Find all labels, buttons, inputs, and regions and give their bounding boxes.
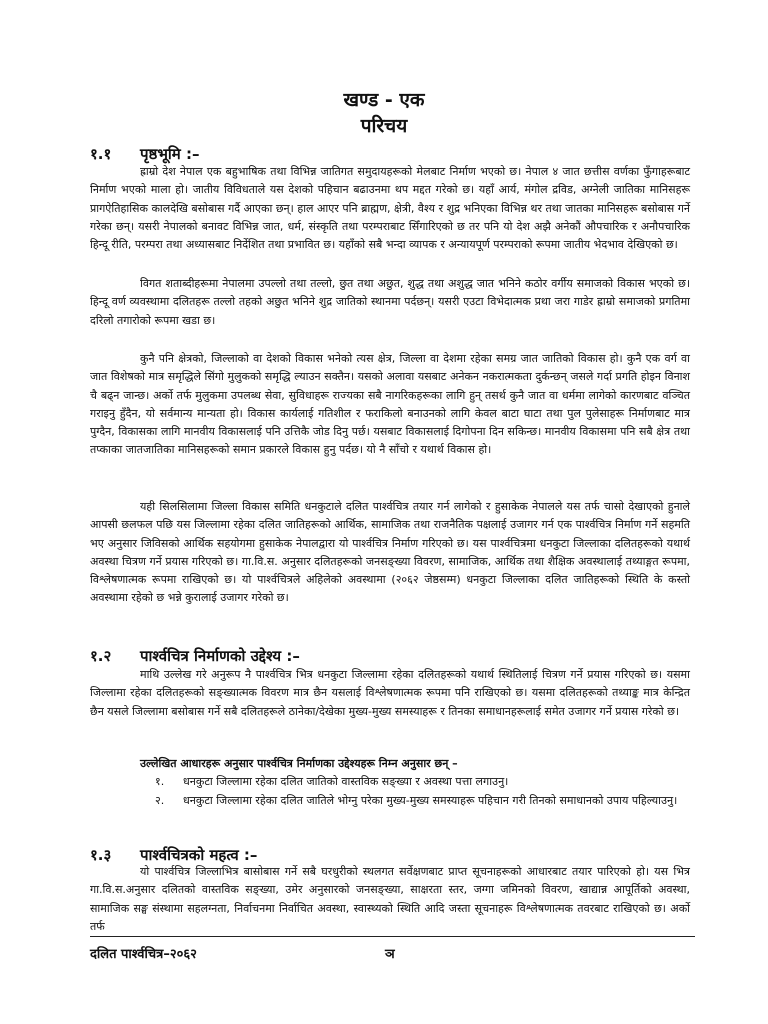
section-number: १.१ bbox=[90, 145, 112, 163]
paragraph-background-1: ह्राम्रो देश नेपाल एक बहुभाषिक तथा विभिन्न जातिगत समुदायहरूको मेलबाट निर्माण भएको छ। नेपाल ४ जात छत्तीस वर्णका फुँगाहरूबाट निर्माण भएको माला हो। जातीय विविधताले यस देशको पहिचान बढाउनमा थप मद्दत गरेको छ। यहाँ आर्य, मंगोल द्रविड, अग्नेली जातिका मानिसहरू प्रागऐतिहासिक कालदेखि बसोबास गर्दै आएका छन्। हाल आएर पनि ब्राह्मण, क्षेत्री, वैश्य र शुद्र भनिएका विभिन्न थर तथा जातका मानिसहरू बसोबास गर्ने गरेका छन्। यसरी नेपालको बनावट विभिन्न जात, धर्म, संस्कृति तथा परम्पराबाट सिँगारिएको छ तर पनि यो देश अझै अनेकौं औपचारिक र अनौपचारिक हिन्दू रीति, परम्परा तथा अध्यासबाट निर्देशित तथा प्रभावित छ। यहाँको सबै भन्दा व्यापक र अन्यायपूर्ण परम्पराको रूपमा जातीय भेदभाव देखिएको छ। bbox=[90, 165, 690, 252]
paragraph-importance: यो पार्श्वचित्र जिल्लाभित्र बासोबास गर्ने सबै घरधुरीको स्थलगत सर्वेक्षणबाट प्राप्त सूचनाहरूको आधारबाट तयार पारिएको हो। यस भित्र गा.वि.स.अनुसार दलितको वास्तविक सङ्ख्या, उमेर अनुसारको जनसङ्ख्या, साक्षरता स्तर, जग्गा जमिनको विवरण, खाद्यान्न आपूर्तिको अवस्था, सामाजिक सङ्घ संस्थामा सहलग्नता, निर्वाचनमा निर्वाचित अवस्था, स्वास्थ्यको स्थिति आदि जस्ता सूचनाहरू विश्लेषणात्मक तवरबाट राखिएको छ। अर्को तर्फ bbox=[90, 865, 690, 933]
footer-divider bbox=[90, 936, 695, 937]
list-item bbox=[155, 773, 695, 790]
list-number: २. bbox=[155, 794, 165, 807]
chapter-title: परिचय bbox=[360, 115, 408, 137]
section-heading-1-3 bbox=[90, 845, 257, 865]
section-number: १.२ bbox=[90, 647, 112, 665]
list-text: धनकुटा जिल्लामा रहेका दलित जातिले भोग्नु परेका मुख्य-मुख्य समस्याहरू पहिचान गरी तिनको समाधानको उपाय पहिल्याउनु। bbox=[183, 794, 678, 807]
page-number: ञ bbox=[385, 947, 395, 962]
objectives-intro: उल्लेखित आधारहरू अनुसार पार्श्वचित्र निर्माणका उद्देश्यहरू निम्न अनुसार छन् – bbox=[140, 757, 458, 770]
paragraph-background-2: विगत शताब्दीहरूमा नेपालमा उपल्लो तथा तल्लो, छुत तथा अछुत, शुद्ध तथा अशुद्ध जात भनिने कठोर वर्गीय समाजको विकास भएको छ। हिन्दू वर्ण व्यवस्थामा दलितहरू तल्लो तहको अछुत भनिने शुद्र जातिको स्थानमा पर्दछन्। यसरी एउटा विभेदात्मक प्रथा जरा गाडेर ह्राम्रो समाजको प्रगतिमा दरिलो तगारोको रूपमा खडा छ। bbox=[90, 277, 690, 327]
paragraph-objective: माथि उल्लेख गरे अनुरूप नै पार्श्वचित्र भित्र धनकुटा जिल्लामा रहेका दलितहरूको यथार्थ स्थितिलाई चित्रण गर्ने प्रयास गरिएको छ। यसमा जिल्लामा रहेका दलितहरूको सङ्ख्यात्मक विवरण मात्र छैन यसलाई विश्लेषणात्मक रूपमा पनि राखिएको छ। यसमा दलितहरूको तथ्याङ्क मात्र केन्द्रित छैन यसले जिल्लामा बसोबास गर्ने सबै दलितहरूले ठानेका/देखेका मुख्य-मुख्य समस्याहरू र तिनका समाधानहरूलाई समेत उजागर गर्ने प्रयास गरेको छ। bbox=[90, 668, 690, 718]
list-number: १. bbox=[155, 775, 165, 788]
section-title: पार्श्वचित्रको महत्व :– bbox=[140, 846, 258, 864]
paragraph-background-4: यही सिलसिलामा जिल्ला विकास समिति धनकुटाले दलित पार्श्वचित्र तयार गर्न लागेको र हुसाकेक नेपालले यस तर्फ चासो देखाएको हुनाले आपसी छलफल पछि यस जिल्लामा रहेका दलित जातिहरूको आर्थिक, सामाजिक तथा राजनैतिक पक्षलाई उजागर गर्न एक पार्श्वचित्र निर्माण गर्ने सहमति भए अनुसार जिविसको आर्थिक सहयोगमा हुसाकेक नेपालद्वारा यो पार्श्वचित्र निर्माण गरिएको छ। यस पार्श्वचित्रमा धनकुटा जिल्लाका दलितहरूको यथार्थ अवस्था चित्रण गर्ने प्रयास गरिएको छ। गा.वि.स. अनुसार दलितहरूको जनसङ्ख्या विवरण, सामाजिक, आर्थिक तथा शैक्षिक अवस्थालाई तथ्याङ्गत रूपमा, विश्लेषणात्मक रूपमा राखिएको छ। यो पार्श्वचित्रले अहिलेको अवस्थामा (२०६२ जेष्ठसम्म) धनकुटा जिल्लाका दलित जातिहरूको स्थिति के कस्तो अवस्थामा रहेको छ भन्ने कुरालाई उजागर गरेको छ। bbox=[90, 500, 690, 605]
section-title: पार्श्वचित्र निर्माणको उद्देश्य :– bbox=[140, 647, 300, 665]
section-heading-1-1 bbox=[90, 144, 199, 164]
section-heading-1-2 bbox=[90, 646, 300, 666]
list-item bbox=[155, 792, 695, 809]
part-heading: खण्ड - एक bbox=[343, 89, 425, 111]
footer-title: दलित पार्श्वचित्र–२०६२ bbox=[90, 947, 197, 962]
section-title: पृष्ठभूमि :– bbox=[140, 145, 200, 163]
list-text: धनकुटा जिल्लामा रहेका दलित जातिको वास्तविक सङ्ख्या र अवस्था पत्ता लगाउनु। bbox=[183, 775, 509, 788]
section-number: १.३ bbox=[90, 846, 112, 864]
paragraph-background-3: कुनै पनि क्षेत्रको, जिल्लाको वा देशको विकास भनेको त्यस क्षेत्र, जिल्ला वा देशमा रहेका समग्र जात जातिको विकास हो। कुनै एक वर्ग वा जात विशेषको मात्र समृद्धिले सिंगो मुलुकको समृद्धि ल्याउन सक्तैन। यसको अलावा यसबाट अनेकन नकरात्मकता दुर्कन्छन् जसले गर्दा प्रगति होइन विनाश चै बढ्न जान्छ। अर्को तर्फ मुलुकमा उपलब्ध सेवा, सुविधाहरू राज्यका सबै नागरिकहरूका लागि हुन् तसर्थ कुनै जात वा धर्ममा लागेको कारणबाट वञ्चित गराइनु हुँदैन, यो सर्वमान्य मान्यता हो। विकास कार्यलाई गतिशील र फराकिलो बनाउनको लागि केवल बाटा घाटा तथा पुल पुलेसाहरू निर्माणबाट मात्र पुग्दैन, विकासका लागि मानवीय विकासलाई पनि उत्तिकै जोड दिनु पर्छ। यसबाट विकासलाई दिगोपना दिन सकिन्छ। मानवीय विकासमा पनि सबै क्षेत्र तथा तप्काका जातजातिका मानिसहरूको समान प्रकारले विकास हुनु पर्दछ। यो नै साँचो र यथार्थ विकास हो। bbox=[90, 352, 690, 457]
